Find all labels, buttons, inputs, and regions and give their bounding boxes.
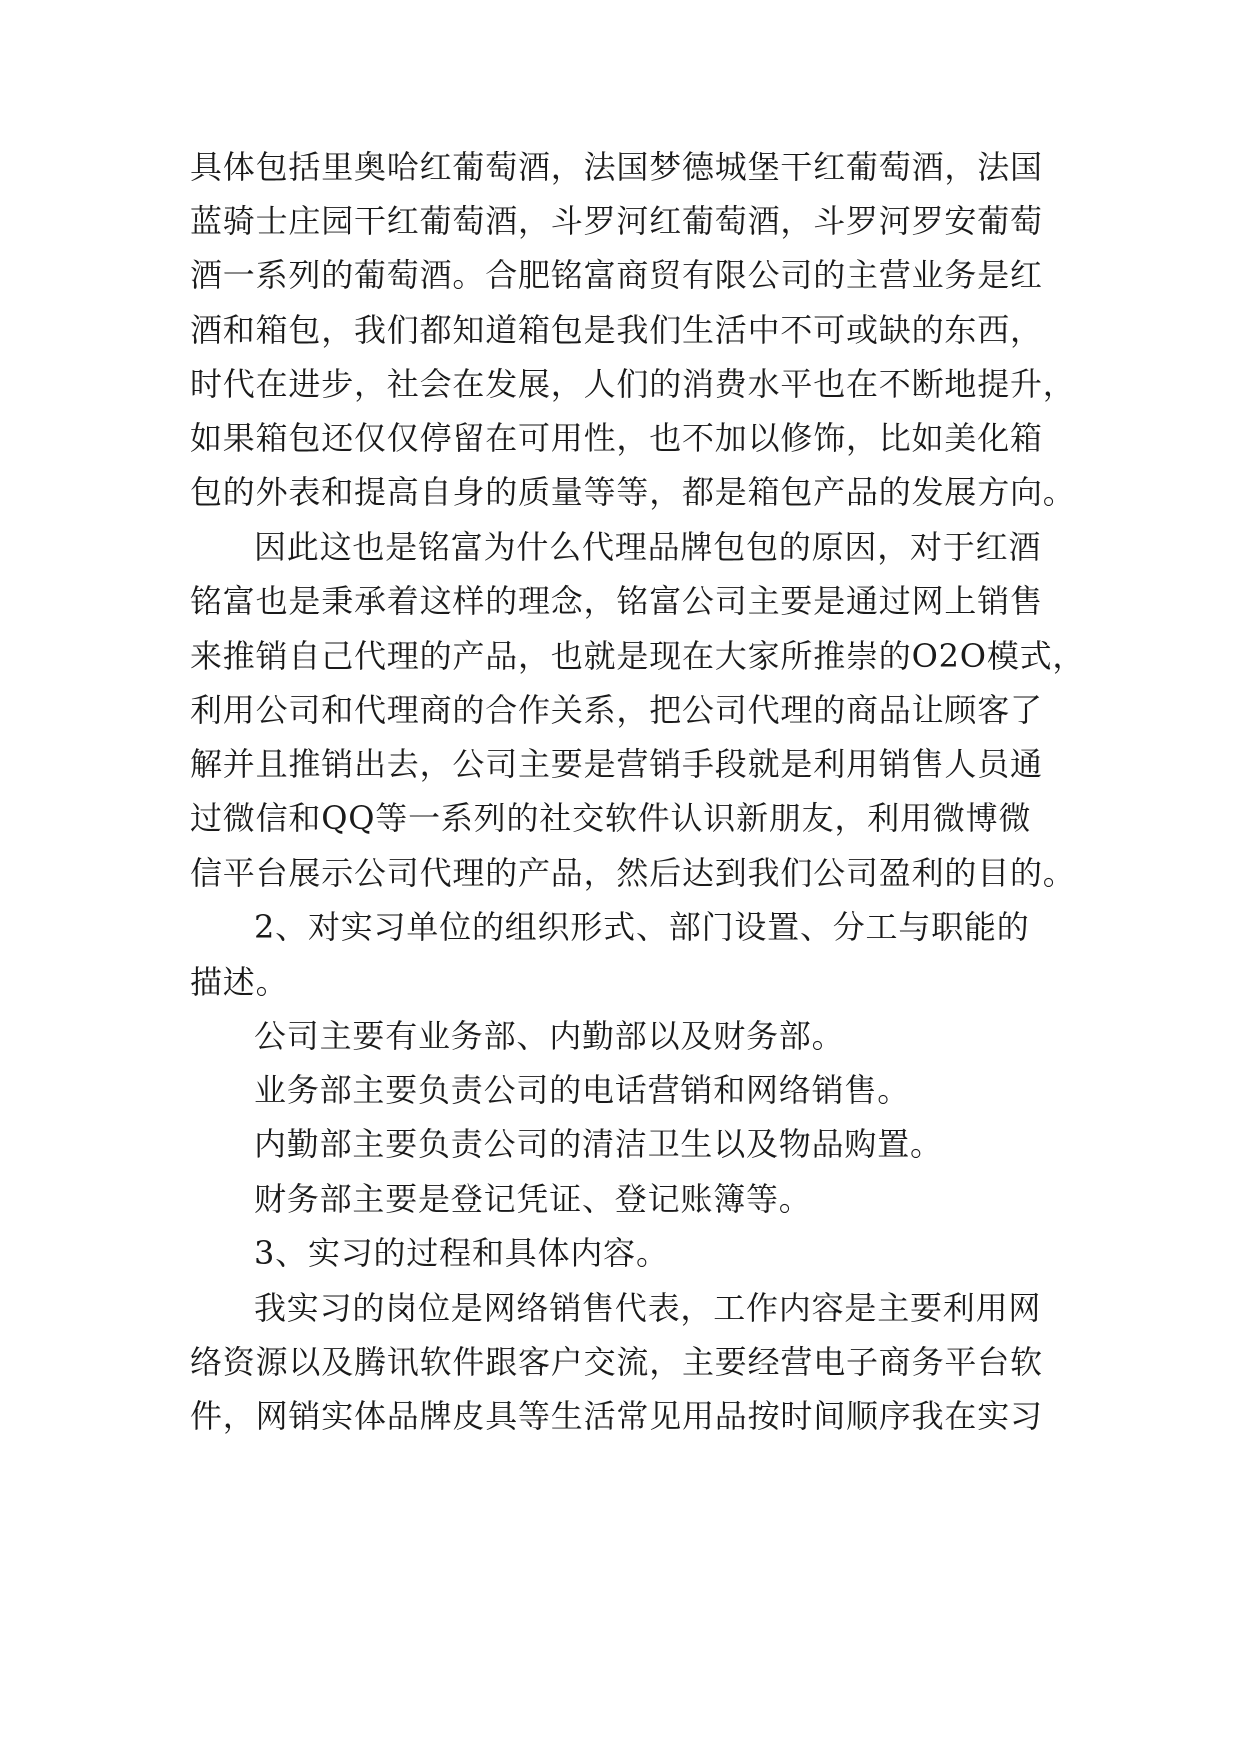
text-line: 利用公司和代理商的合作关系，把公司代理的商品让顾客了 — [190, 691, 1043, 729]
text-line: 公司主要有业务部、内勤部以及财务部。 — [254, 1017, 845, 1055]
text-line: 解并且推销出去，公司主要是营销手段就是利用销售人员通 — [190, 745, 1043, 783]
paragraph-first-line: 我实习的岗位是网络销售代表，工作内容是主要利用网 — [254, 1289, 1042, 1327]
text-line: 财务部主要是登记凭证、登记账簿等。 — [254, 1180, 812, 1218]
text-line: 如果箱包还仅仅停留在可用性，也不加以修饰，比如美化箱 — [190, 419, 1043, 457]
text-line: 来推销自己代理的产品，也就是现在大家所推崇的O2O模式， — [190, 637, 1086, 675]
text-line: 时代在进步，社会在发展，人们的消费水平也在不断地提升， — [190, 365, 1076, 403]
paragraph-first-line: 因此这也是铭富为什么代理品牌包包的原因，对于红酒 — [254, 528, 1042, 566]
text-line: 具体包括里奥哈红葡萄酒，法国梦德城堡干红葡萄酒，法国 — [190, 148, 1043, 186]
section-heading: 2、对实习单位的组织形式、部门设置、分工与职能的 — [254, 908, 1030, 946]
text-line: 蓝骑士庄园干红葡萄酒，斗罗河红葡萄酒，斗罗河罗安葡萄 — [190, 202, 1043, 240]
text-line: 信平台展示公司代理的产品，然后达到我们公司盈利的目的。 — [190, 854, 1076, 892]
text-line: 包的外表和提高自身的质量等等，都是箱包产品的发展方向。 — [190, 473, 1076, 511]
text-line: 内勤部主要负责公司的清洁卫生以及物品购置。 — [254, 1125, 943, 1163]
text-line: 酒和箱包，我们都知道箱包是我们生活中不可或缺的东西， — [190, 311, 1043, 349]
text-line: 络资源以及腾讯软件跟客户交流，主要经营电子商务平台软 — [190, 1343, 1043, 1381]
section-heading-continued: 描述。 — [190, 963, 289, 1001]
text-line: 过微信和QQ等一系列的社交软件认识新朋友，利用微博微 — [190, 799, 1032, 837]
text-line: 铭富也是秉承着这样的理念，铭富公司主要是通过网上销售 — [190, 582, 1043, 620]
text-line: 业务部主要负责公司的电话营销和网络销售。 — [254, 1071, 911, 1109]
text-line: 件，网销实体品牌皮具等生活常见用品按时间顺序我在实习 — [190, 1397, 1043, 1435]
section-heading: 3、实习的过程和具体内容。 — [254, 1234, 669, 1272]
text-line: 酒一系列的葡萄酒。合肥铭富商贸有限公司的主营业务是红 — [190, 256, 1043, 294]
